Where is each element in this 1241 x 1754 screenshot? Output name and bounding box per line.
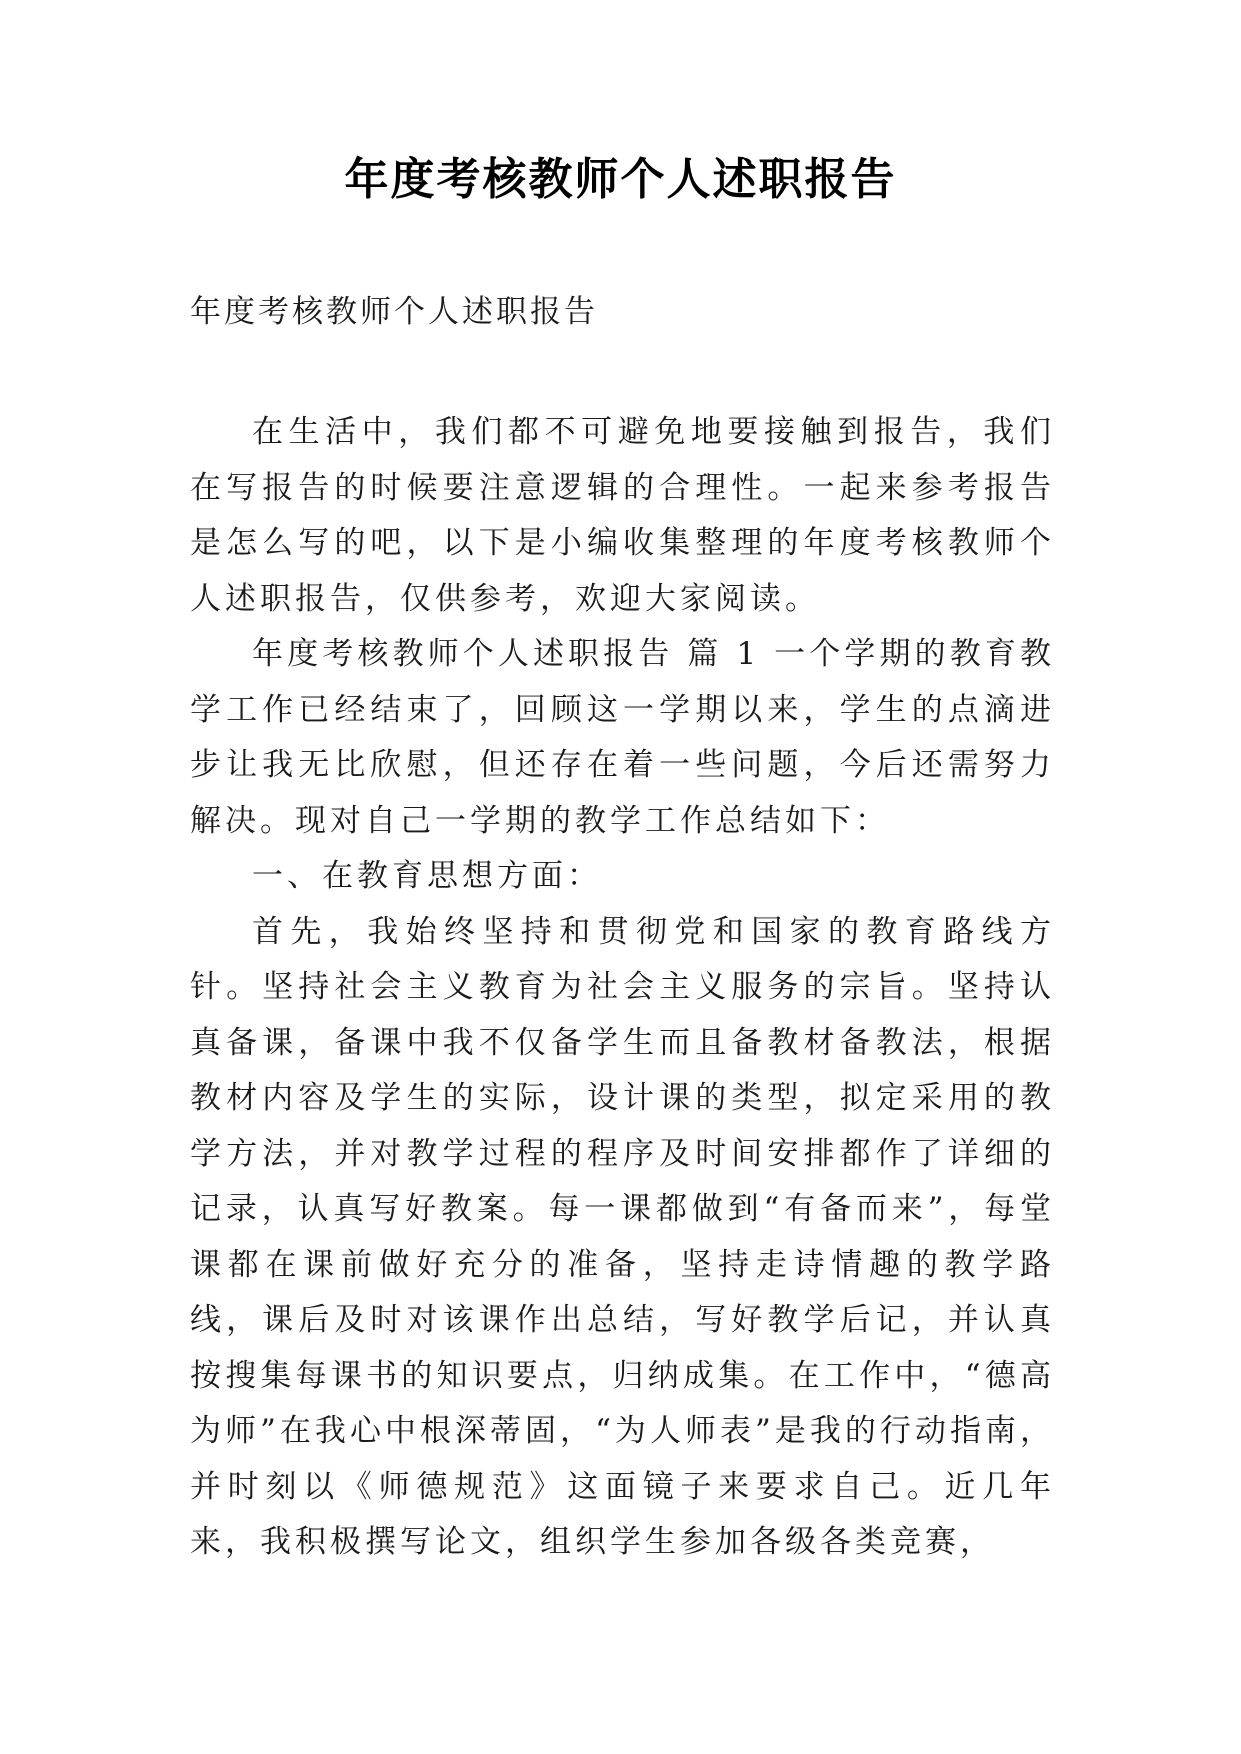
document-body [190,405,1055,1571]
paragraph-section-1: 年度考核教师个人述职报告 篇 1 一个学期的教育教学工作已经结束了，回顾这一学期以来，学生的点滴进步让我无比欣慰，但还存在着一些问题，今后还需努力解决。现对自己一学期的教学工作总结如下： [190,636,1055,839]
paragraph-first: 首先，我始终坚持和贯彻党和国家的教育路线方针。坚持社会主义教育为社会主义服务的宗旨。坚持认真备课，备课中我不仅备学生而且备教材备教法，根据教材内容及学生的实际，设计课的类型，拟定采用的教学方法，并对教学过程的程序及时间安排都作了详细的记录，认真写好教案。每一课都做到“有备而来”，每堂课都在课前做好充分的准备，坚持走诗情趣的教学路线，课后及时对该课作出总结，写好教学后记，并认真按搜集每课书的知识要点，归纳成集。在工作中，“德高为师”在我心中根深蒂固，“为人师表”是我的行动指南，并时刻以《师德规范》这面镜子来要求自己。近几年来，我积极撰写论文，组织学生参加各级各类竞赛， [190,913,1055,1560]
document-title: 年度考核教师个人述职报告 [344,154,897,205]
paragraph-heading-education-thought: 一、在教育思想方面： [252,858,602,894]
paragraph-intro: 在生活中，我们都不可避免地要接触到报告，我们在写报告的时候要注意逻辑的合理性。一起来参考报告是怎么写的吧，以下是小编收集整理的年度考核教师个人述职报告，仅供参考，欢迎大家阅读。 [190,414,1055,617]
document-subtitle: 年度考核教师个人述职报告 [190,294,598,330]
